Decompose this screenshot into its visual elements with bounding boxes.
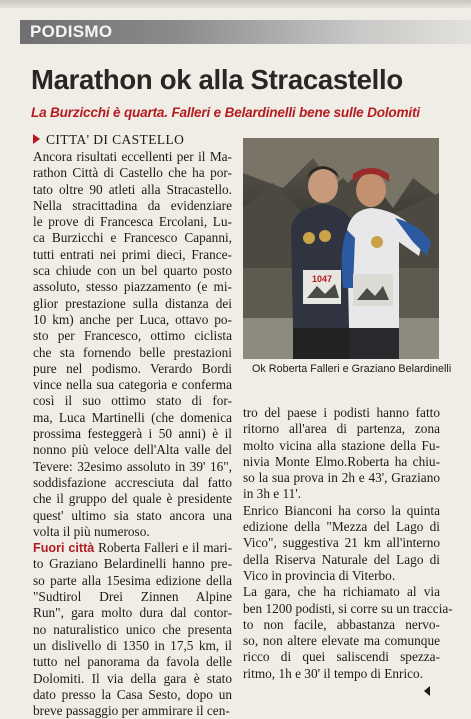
article-line: in 3h e 11'. [243, 486, 302, 502]
article-line: tro del paese i podisti hanno fatto [243, 405, 440, 420]
article-line: ritorno all'area di partenza, zona [243, 421, 440, 437]
article-line: Vico in provincia di Viterbo. [243, 567, 396, 583]
article-line: ben 1200 podisti, si corre su un traccia- [243, 600, 453, 616]
article-column-right [243, 405, 453, 682]
article-column-left [33, 149, 232, 719]
article-line: ca Burzicchi e Francesco Capanni, [33, 230, 232, 246]
section-bar [20, 20, 471, 44]
article-line: assoluto, stesso piazzamento (e mi- [33, 279, 232, 295]
triangle-bullet-icon [33, 134, 40, 144]
article-line: soddisfazione accresciuta dal fatto [33, 474, 232, 490]
article-line: quest' ultimo sia stato ancora una [33, 507, 232, 523]
article-line: sca chiude con un bel quarto posto [33, 263, 232, 279]
article-line: "Sudtirol Drei Zinnen Alpine [33, 589, 232, 605]
article-line: molto vicina alla stazione della Fu- [243, 437, 440, 453]
article-line: così il suo ottimo stato di for- [33, 393, 232, 409]
article-line: nonno più veloce dell'Alta valle del [33, 442, 232, 458]
article-line: Dolomiti. Il via della gara è stato [33, 670, 232, 686]
article-line: edizione della "Mezza del Lago di [243, 519, 440, 535]
article-line: dato presso la Casa Sesto, dopo un [33, 686, 232, 702]
dateline-text: CITTA' DI CASTELLO [46, 132, 185, 147]
article-line: Vico", suggestiva 21 km all'interno [243, 535, 440, 551]
top-edge [0, 0, 471, 8]
article-line: so la sua prova in 2h e 43', Graziano [243, 470, 440, 486]
subheadline: La Burzicchi è quarta. Falleri e Belardinelli bene sulle Dolomiti [31, 105, 420, 120]
article-line: tutti entrati nei primi dieci, France- [33, 246, 232, 262]
photo-caption: Ok Roberta Falleri e Graziano Belardinelli [252, 363, 452, 375]
article-line: tutto nel panorama da favola delle [33, 654, 232, 670]
article-line: Nella stracittadina da evidenziare [33, 197, 232, 213]
article-line: che sta fornendo belle prestazioni [33, 344, 232, 360]
bib-number: 1047 [311, 274, 333, 284]
article-line: Ancora risultati eccellenti per il Ma- [33, 149, 232, 164]
article-line: no naturalistico unico che presenta [33, 621, 232, 637]
article-line: le prove di Francesca Ercolani, Lu- [33, 214, 232, 230]
article-line: to Graziano Belardinelli hanno pre- [33, 556, 232, 572]
article-line: breve passaggio per ammirare il cen- [33, 703, 230, 719]
end-of-article-icon [424, 686, 430, 696]
article-line: tato oltre 90 atleti alla Stracastello. [33, 181, 232, 197]
article-line: volta il più numeroso. [33, 523, 150, 539]
article-line: Fuori città Roberta Falleri e il mari- [33, 540, 232, 556]
article-line: rathon Città di Castello che ha por- [33, 165, 232, 181]
article-line: La gara, che ha richiamato al via [243, 584, 440, 600]
article-line: nivia Monte Elmo.Roberta ha chiu- [243, 453, 440, 469]
article-line: Enrico Bianconi ha corso la quinta [243, 502, 440, 518]
article-line: 10 km) anche per Luca, ottavo po- [33, 311, 232, 327]
headline: Marathon ok alla Stracastello [31, 64, 403, 95]
article-line: vince nella sua categoria e conferma [33, 377, 232, 393]
article-photo [243, 138, 439, 359]
article-line: sto per Francesco, ottimo ciclista [33, 328, 232, 344]
section-label: PODISMO [30, 22, 113, 41]
article-line: to non facile, abbastanza nervo- [243, 616, 440, 632]
article-line: Tevere: 32esimo assoluto in 39' 16", [33, 458, 232, 474]
article-line: ritmo, 1h e 30' il tempo di Enrico. [243, 665, 424, 681]
article-line: so, non altere elevate ma comunque [243, 633, 440, 649]
article-line: pure nel podismo. Verardo Bordi [33, 360, 232, 376]
article-line: prossima festeggerà i 50 anni) è il [33, 426, 232, 442]
article-line: ma, Luca Martinelli (che domenica [33, 409, 232, 425]
kicker-label: Fuori città [33, 541, 95, 556]
article-line: so parte alla 15esima edizione della [33, 572, 232, 588]
article-line: glior prestazione sulla distanza dei [33, 295, 232, 311]
article-line: della Riserva Naturale del Lago di [243, 551, 440, 567]
runners-photo-illustration [243, 138, 439, 359]
article-line: che il gruppo del quale è presidente [33, 491, 232, 507]
article-line: un dislivello di 1350 in 17,5 km, il [33, 637, 232, 653]
dateline [33, 132, 184, 148]
article-line: ricco di quei saliscendi spezza- [243, 649, 440, 665]
article-line: Run", gara molto dura dal contor- [33, 605, 232, 621]
